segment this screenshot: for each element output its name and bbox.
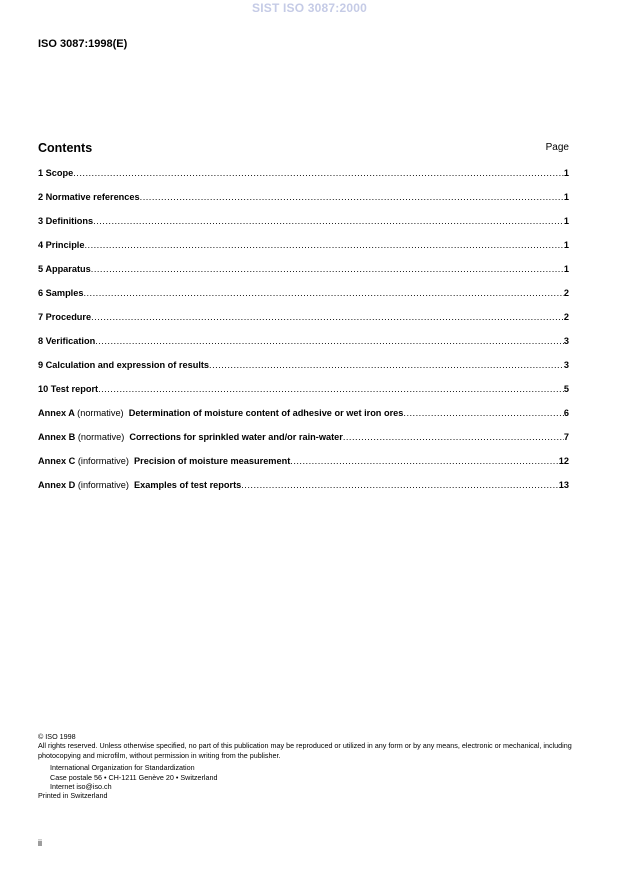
toc-page-number: 2 (563, 312, 569, 322)
page-number: ii (38, 838, 42, 848)
dot-leader (343, 430, 564, 444)
toc-entry-title (38, 382, 98, 396)
dot-leader (91, 310, 564, 324)
toc-annex-type: (normative) (77, 408, 124, 418)
toc-entry-title (38, 358, 209, 372)
toc-page-number: 2 (563, 288, 569, 298)
toc-entry[interactable] (38, 310, 569, 334)
toc-section-title: 2 Normative references (38, 192, 140, 202)
toc-annex-title: Corrections for sprinkled water and/or rain-water (129, 432, 343, 442)
toc-annex-type: (informative) (77, 456, 129, 466)
toc-entry[interactable] (38, 262, 569, 286)
dot-leader (83, 286, 563, 300)
table-of-contents (38, 166, 569, 502)
toc-entry-title (38, 190, 140, 204)
toc-entry-title (38, 430, 343, 444)
toc-page-number: 1 (563, 168, 569, 178)
dot-leader (209, 358, 564, 372)
toc-entry-title (38, 310, 91, 324)
toc-entry-title (38, 238, 84, 252)
toc-entry-title (38, 166, 73, 180)
toc-annex-title: Precision of moisture measurement (134, 456, 291, 466)
toc-section-title: 3 Definitions (38, 216, 94, 226)
copyright-line: © ISO 1998 (38, 732, 76, 741)
toc-entry[interactable] (38, 214, 569, 238)
toc-page-number: 3 (563, 336, 569, 346)
contents-title: Contents (38, 141, 93, 155)
dot-leader (98, 382, 564, 396)
toc-section-title: 4 Principle (38, 240, 85, 250)
toc-entry[interactable] (38, 166, 569, 190)
toc-entry[interactable] (38, 190, 569, 214)
toc-page-number: 3 (563, 360, 569, 370)
toc-entry-title (38, 454, 290, 468)
toc-page-number: 12 (558, 456, 569, 466)
toc-entry-title (38, 262, 91, 276)
toc-entry[interactable] (38, 406, 569, 430)
toc-section-title: 6 Samples (38, 288, 84, 298)
organization-name: International Organization for Standardization (50, 763, 195, 773)
toc-annex-type: (informative) (77, 480, 129, 490)
dot-leader (73, 166, 564, 180)
toc-page-number: 13 (558, 480, 569, 490)
toc-entry-title (38, 214, 93, 228)
watermark: SIST ISO 3087:2000 (252, 1, 367, 15)
toc-entry[interactable] (38, 430, 569, 454)
toc-entry[interactable] (38, 358, 569, 382)
toc-entry[interactable] (38, 334, 569, 358)
dot-leader (290, 454, 559, 468)
dot-leader (140, 190, 564, 204)
toc-page-number: 6 (563, 408, 569, 418)
toc-entry[interactable] (38, 286, 569, 310)
rights-notice: All rights reserved. Unless otherwise specified, no part of this publication may be reproduced or utilized in any form or by any means, electronic or mechanical, including photocopying and microfilm, without permission in writing from the publisher. (38, 741, 572, 760)
toc-section-title: 5 Apparatus (38, 264, 91, 274)
dot-leader (84, 238, 563, 252)
dot-leader (241, 478, 559, 492)
organization-address: Case postale 56 • CH-1211 Genève 20 • Switzerland (50, 772, 218, 782)
toc-page-number: 5 (563, 384, 569, 394)
toc-entry-title (38, 406, 403, 420)
contents-header (38, 139, 569, 157)
toc-annex-title: Examples of test reports (134, 480, 242, 490)
printed-in: Printed in Switzerland (38, 791, 108, 801)
page-column-label: Page (545, 142, 569, 153)
toc-annex-type: (normative) (77, 432, 125, 442)
dot-leader (403, 406, 563, 420)
toc-annex-title: Determination of moisture content of adhesive or wet iron ores (128, 408, 404, 418)
copyright-footer (38, 732, 578, 801)
toc-section-title: 1 Scope (38, 168, 74, 178)
toc-annex-label: Annex D (38, 480, 76, 490)
toc-annex-label: Annex B (38, 432, 76, 442)
toc-entry[interactable] (38, 454, 569, 478)
toc-annex-label: Annex A (38, 408, 75, 418)
dot-leader (91, 262, 564, 276)
dot-leader (95, 334, 564, 348)
toc-page-number: 1 (563, 264, 569, 274)
toc-page-number: 7 (563, 432, 569, 442)
toc-page-number: 1 (563, 192, 569, 202)
toc-section-title: 8 Verification (38, 336, 96, 346)
toc-entry-title (38, 286, 83, 300)
toc-entry[interactable] (38, 478, 569, 502)
toc-section-title: 10 Test report (38, 384, 99, 394)
document-id: ISO 3087:1998(E) (38, 38, 128, 50)
toc-entry-title (38, 334, 95, 348)
toc-entry-title (38, 478, 241, 492)
toc-entry[interactable] (38, 238, 569, 262)
toc-page-number: 1 (563, 240, 569, 250)
toc-page-number: 1 (563, 216, 569, 226)
organization-internet: Internet iso@iso.ch (50, 782, 112, 792)
toc-entry[interactable] (38, 382, 569, 406)
dot-leader (93, 214, 564, 228)
toc-section-title: 9 Calculation and expression of results (38, 360, 210, 370)
toc-section-title: 7 Procedure (38, 312, 92, 322)
toc-annex-label: Annex C (38, 456, 76, 466)
